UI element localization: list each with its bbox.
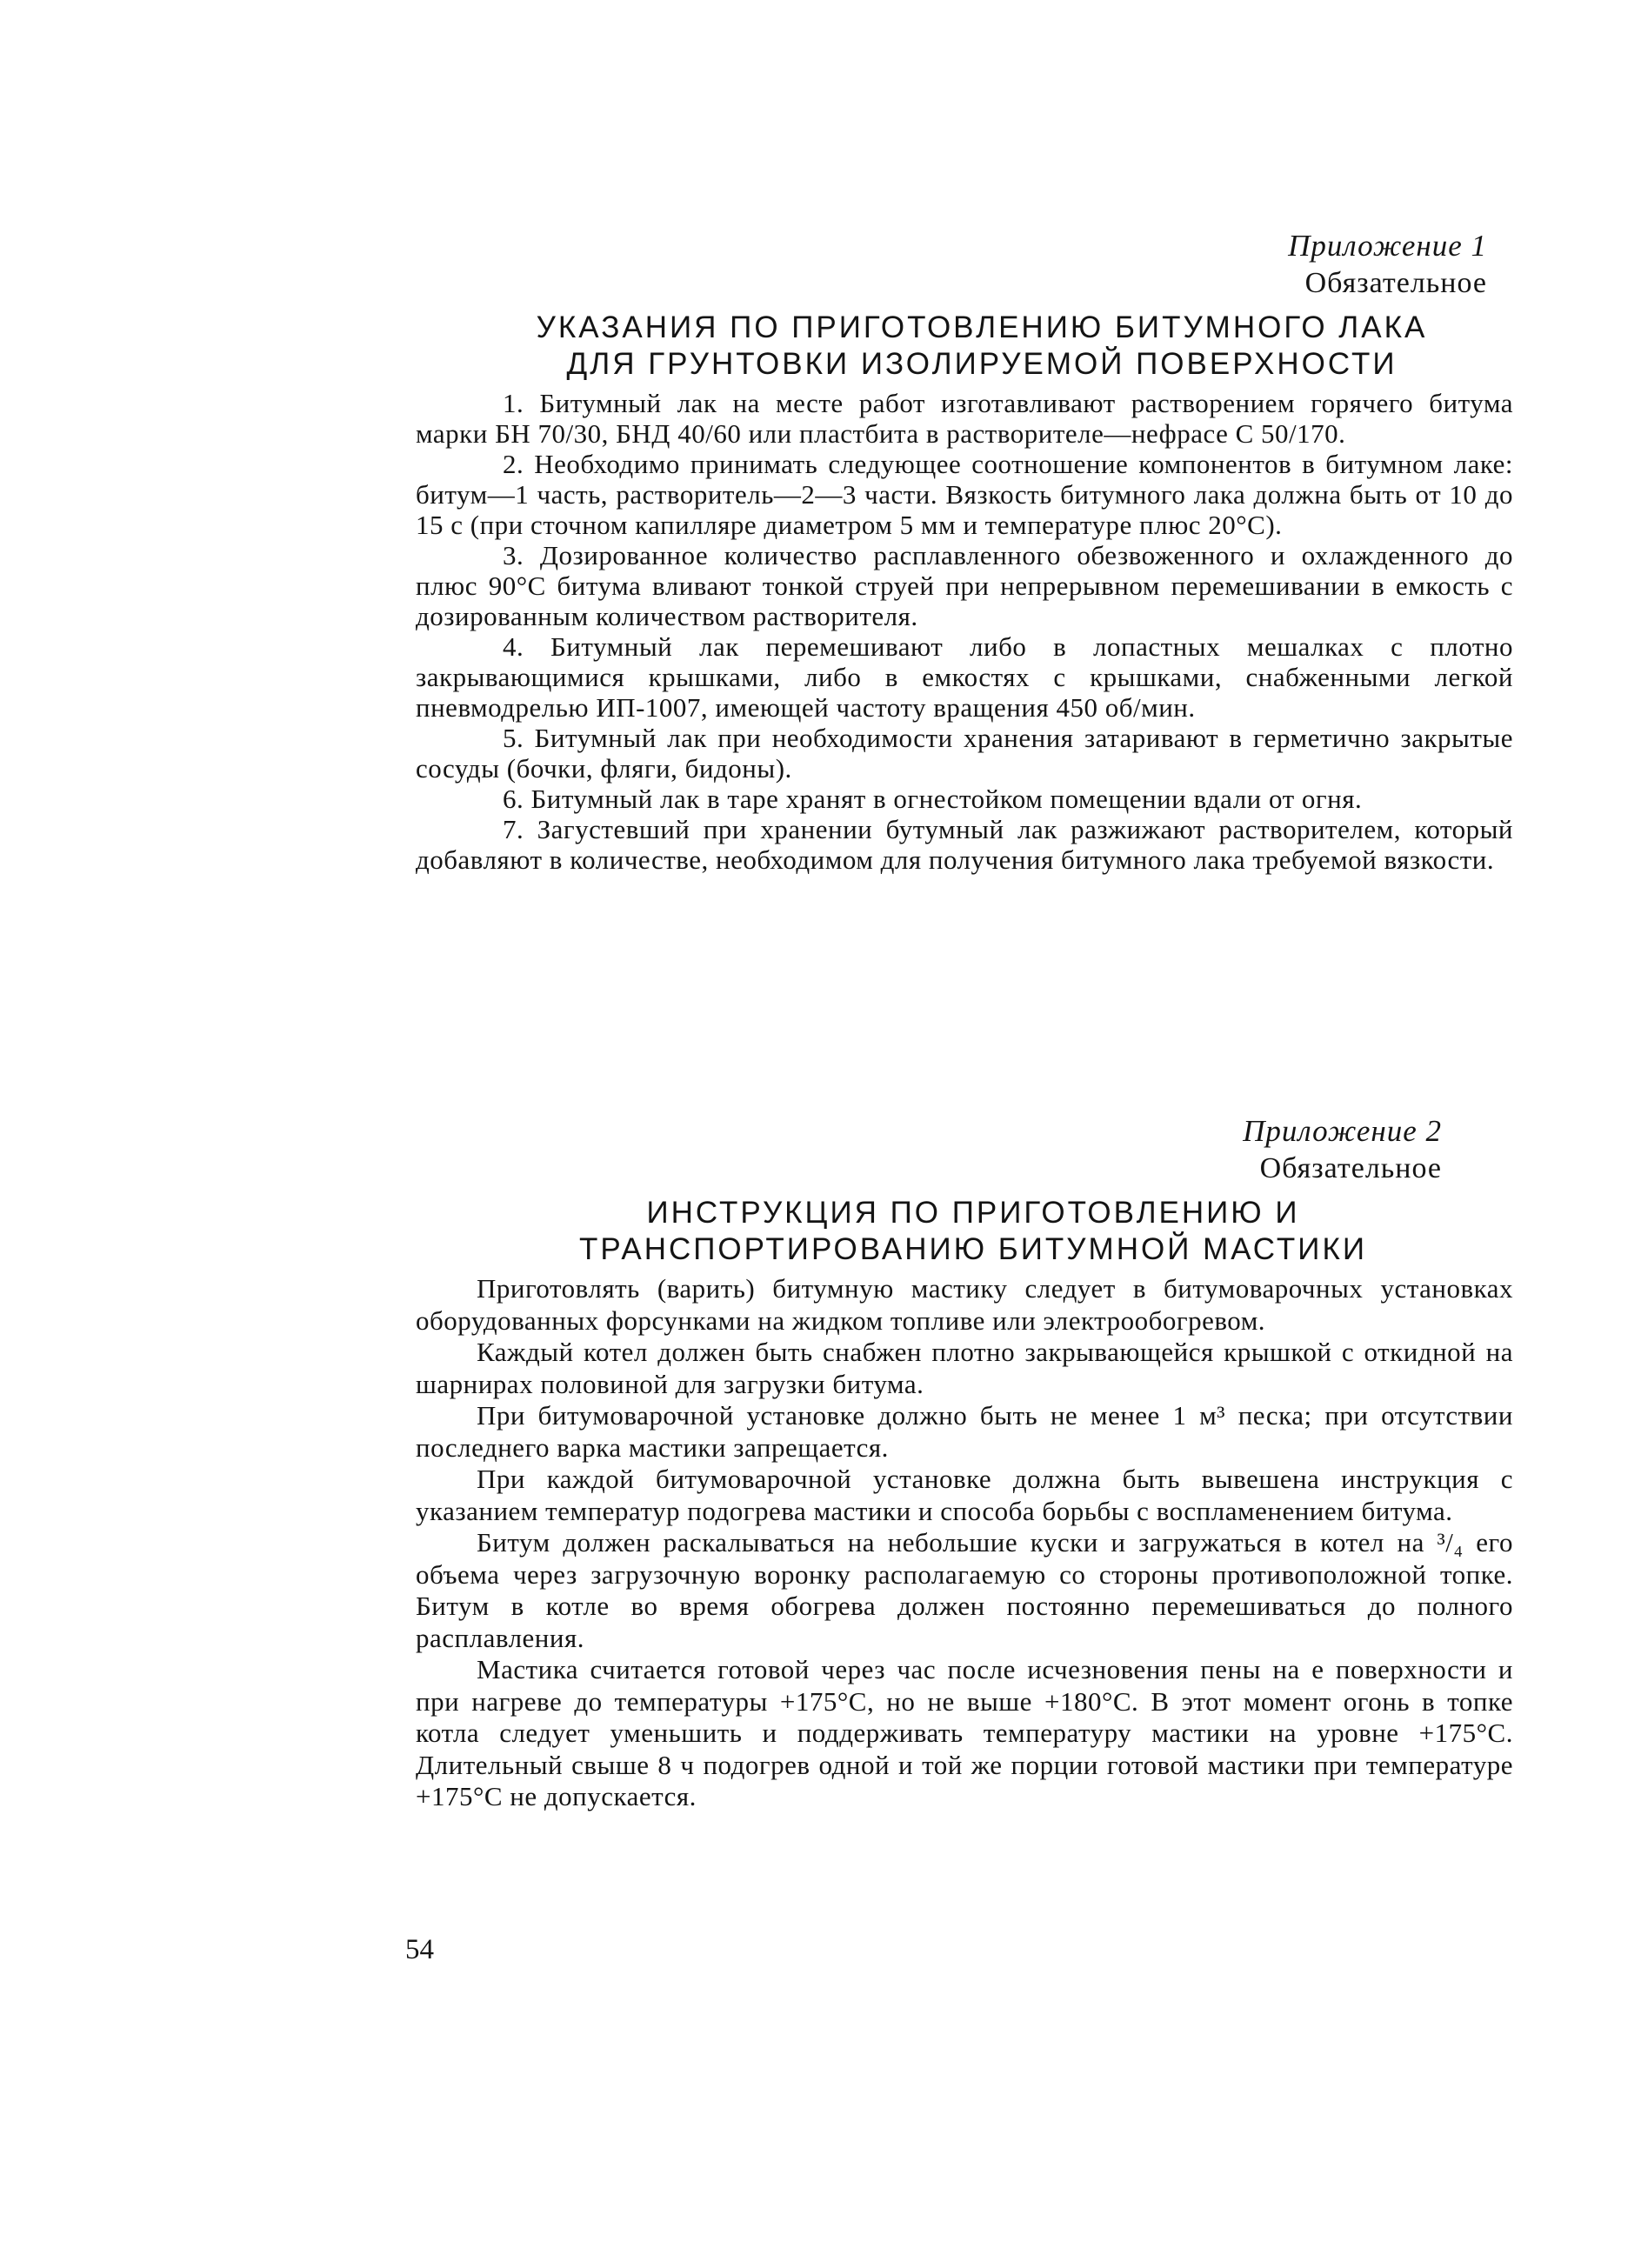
appendix-1-status: Обязательное: [1304, 267, 1487, 299]
page-number: 54: [405, 1934, 434, 1965]
paragraph: 4. Битумный лак перемешивают либо в лопастных мешалках с плотно закрывающимися крышками, либо в емкостях с крышками, снабженными легкой пневмодрелью ИП-1007, имеющей частоту вращения 450 об/мин.: [416, 631, 1513, 723]
paragraph: Приготовлять (варить) битумную мастику следует в битумоварочных установках оборудованных форсунками на жидком топливе или электрообогревом.: [416, 1273, 1513, 1336]
paragraph: 7. Загустевший при хранении бутумный лак разжижают растворителем, который добавляют в количестве, необходимом для получения битумного лака требуемой вязкости.: [416, 814, 1513, 875]
appendix-1-heading: [450, 310, 1513, 383]
paragraph: 3. Дозированное количество расплавленного обезвоженного и охлажденного до плюс 90°С битума вливают тонкой струей при непрерывном перемешивании в емкость с дозированным количеством растворителя.: [416, 540, 1513, 631]
paragraph: Каждый котел должен быть снабжен плотно закрывающейся крышкой с откидной на шарнирах половиной для загрузки битума.: [416, 1337, 1513, 1399]
appendix-2-heading: [433, 1195, 1513, 1268]
appendix-1-heading-line-2: ДЛЯ ГРУНТОВКИ ИЗОЛИРУЕМОЙ ПОВЕРХНОСТИ: [566, 347, 1398, 381]
paragraph: При битумоварочной установке должно быть не менее 1 м³ песка; при отсутствии последнего варка мастики запрещается.: [416, 1400, 1513, 1463]
paragraph: 5. Битумный лак при необходимости хранения затаривают в герметично закрытые сосуды (бочки, фляги, бидоны).: [416, 723, 1513, 784]
paragraph: Мастика считается готовой через час после исчезновения пены на е поверхности и при нагреве до температуры +175°С, но не выше +180°С. В этот момент огонь в топке котла следует уменьшить и поддерживать температуру мастики на уровне +175°С. Длительный свыше 8 ч подогрев одной и той же порции готовой мастики при температуре +175°С не допускается.: [416, 1654, 1513, 1811]
paragraph: 2. Необходимо принимать следующее соотношение компонентов в битумном лаке: битум—1 часть, растворитель—2—3 части. Вязкость битумного лака должна быть от 10 до 15 с (при сточном капилляре диаметром 5 мм и температуре плюс 20°С).: [416, 449, 1513, 540]
appendix-2-status: Обязательное: [1259, 1152, 1442, 1184]
appendix-1-section: [416, 228, 1513, 875]
paragraph: 6. Битумный лак в таре хранят в огнестойком помещении вдали от огня.: [503, 784, 1363, 814]
appendix-2-section: [416, 1113, 1513, 1813]
paragraph: 1. Битумный лак на месте работ изготавливают растворением горячего битума марки БН 70/30, БНД 40/60 или пластбита в растворителе—нефрасе С 50/170.: [416, 388, 1513, 449]
appendix-2-heading-line-1: ИНСТРУКЦИЯ ПО ПРИГОТОВЛЕНИЮ И: [646, 1196, 1300, 1230]
appendix-1-body: [416, 388, 1513, 875]
appendix-1-label: Приложение 1: [1288, 229, 1487, 263]
appendix-2-heading-line-2: ТРАНСПОРТИРОВАНИЮ БИТУМНОЙ МАСТИКИ: [578, 1232, 1367, 1266]
appendix-2-body: [416, 1273, 1513, 1813]
appendix-2-label: Приложение 2: [1243, 1114, 1442, 1148]
appendix-1-heading-line-1: УКАЗАНИЯ ПО ПРИГОТОВЛЕНИЮ БИТУМНОГО ЛАКА: [536, 310, 1428, 344]
paragraph: Битум должен раскалываться на небольшие куски и загружаться в котел на ³/₄ его объема через загрузочную воронку располагаемую со стороны противоположной топке. Битум в котле во время обогрева должен постоянно перемешиваться до полного расплавления.: [416, 1527, 1513, 1653]
paragraph: При каждой битумоварочной установке должна быть вывешена инструкция с указанием температур подогрева мастики и способа борьбы с воспламенением битума.: [416, 1464, 1513, 1526]
